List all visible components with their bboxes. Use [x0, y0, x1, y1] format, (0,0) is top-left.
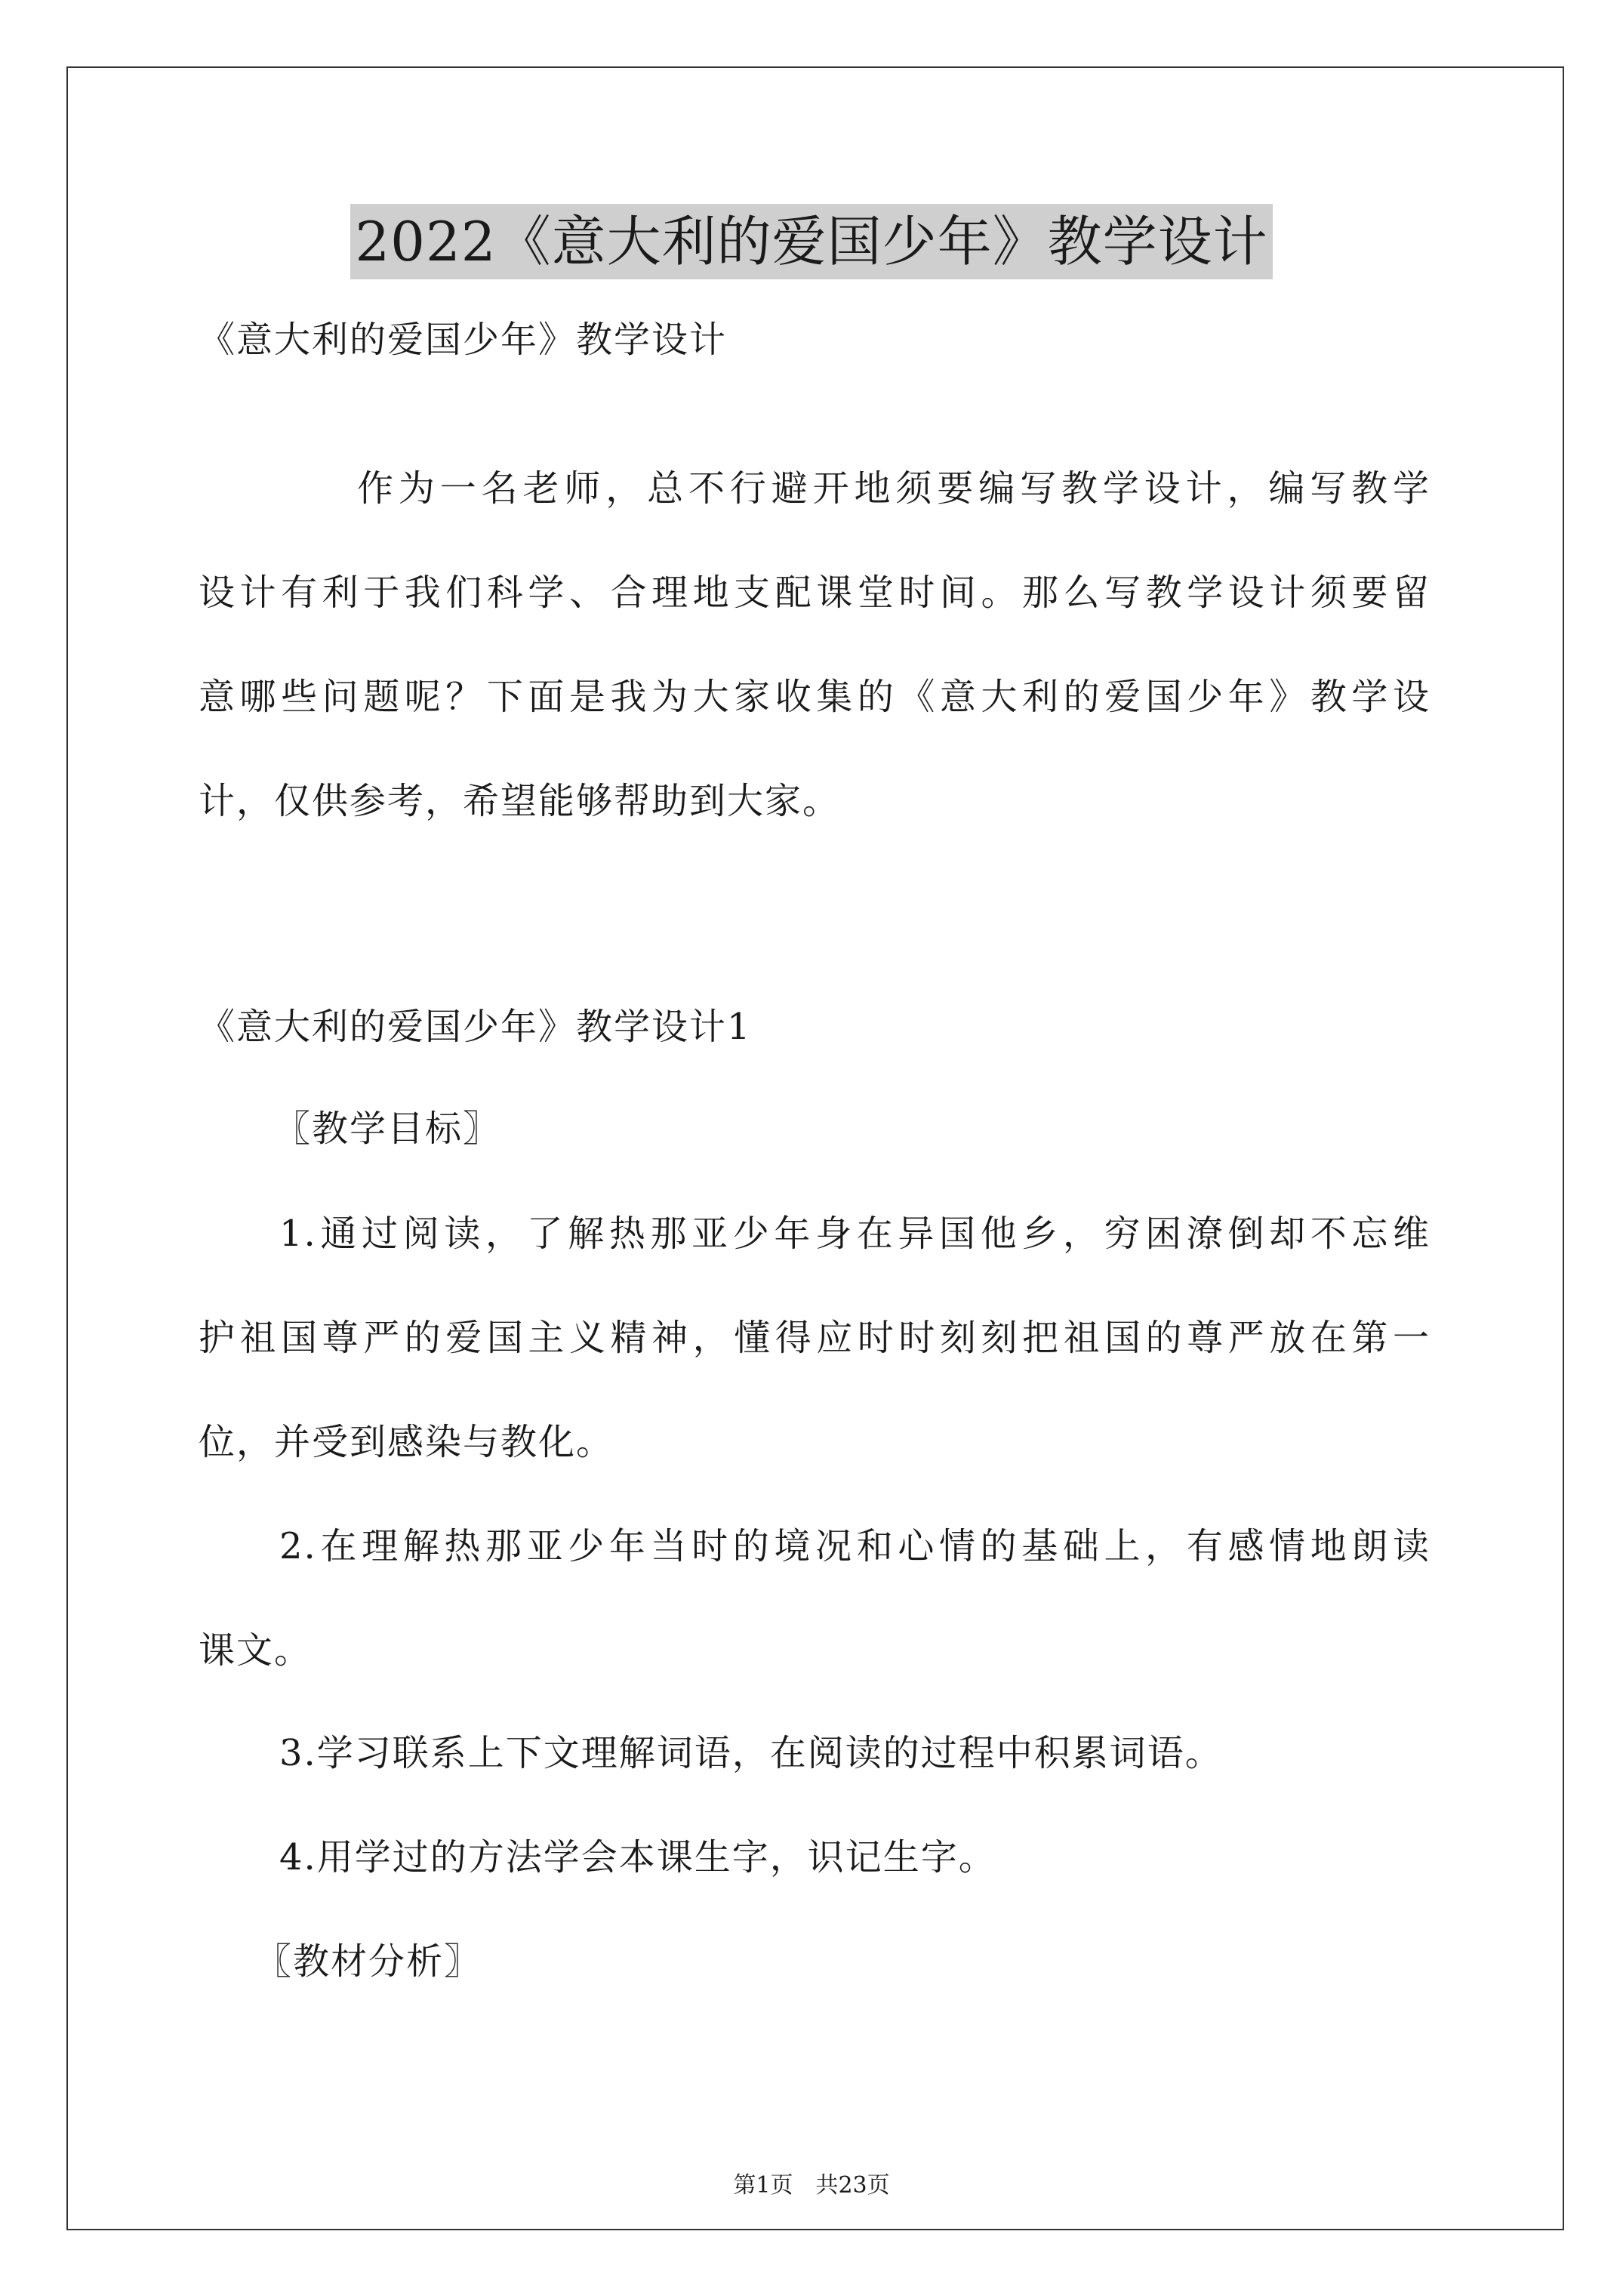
- paragraph-line: 2.在理解热那亚少年当时的境况和心情的基础上，有感情地朗读: [279, 1525, 1431, 1567]
- document-title: 2022《意大利的爱国少年》教学设计: [350, 204, 1272, 279]
- paragraph-line: 护祖国尊严的爱国主义精神，懂得应时时刻刻把祖国的尊严放在第一: [199, 1317, 1431, 1359]
- paragraph-line: 3.学习联系上下文理解词语，在阅读的过程中积累词语。: [279, 1732, 1223, 1774]
- paragraph-line: 设计有利于我们科学、合理地支配课堂时间。那么写教学设计须要留: [199, 572, 1431, 614]
- paragraph-line: 位，并受到感染与教化。: [199, 1421, 614, 1463]
- subsection-heading: 〖教材分析〗: [255, 1940, 482, 1983]
- page-number-footer: 第1页 共23页: [733, 2172, 890, 2199]
- paragraph-line: 1.通过阅读，了解热那亚少年身在异国他乡，穷困潦倒却不忘维: [279, 1213, 1431, 1255]
- title-container: [0, 204, 1623, 279]
- paragraph-line: 课文。: [199, 1629, 313, 1672]
- paragraph-line: 作为一名老师，总不行避开地须要编写教学设计，编写教学: [357, 467, 1431, 510]
- subsection-heading: 〖教学目标〗: [274, 1108, 501, 1150]
- paragraph-line: 计，仅供参考，希望能够帮助到大家。: [199, 780, 841, 822]
- paragraph-line: 意哪些问题呢？下面是我为大家收集的《意大利的爱国少年》教学设: [199, 676, 1431, 718]
- subtitle-line: 《意大利的爱国少年》教学设计: [199, 319, 728, 361]
- section-heading: 《意大利的爱国少年》教学设计1: [199, 1006, 752, 1048]
- paragraph-line: 4.用学过的方法学会本课生字，识记生字。: [279, 1836, 996, 1878]
